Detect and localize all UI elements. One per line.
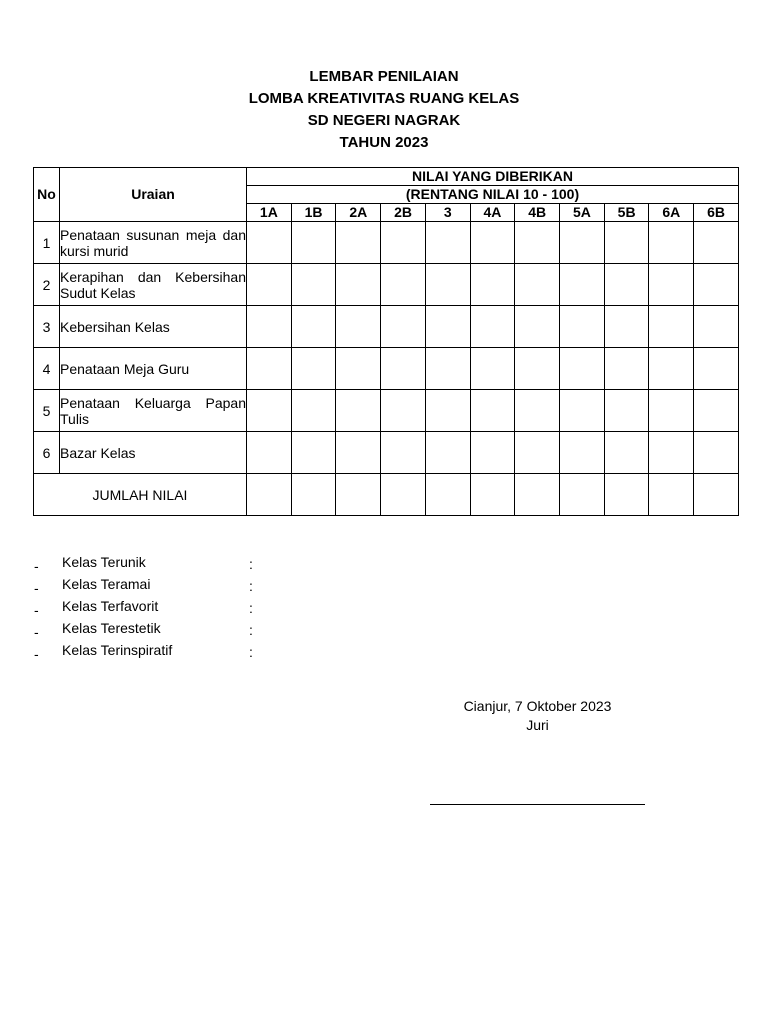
class-header-4a: 4A xyxy=(470,204,515,222)
score-cell-6a[interactable] xyxy=(649,390,694,432)
score-cell-2b[interactable] xyxy=(381,348,426,390)
total-cell-2a[interactable] xyxy=(336,474,381,516)
row-criterion: Penataan Meja Guru xyxy=(60,348,247,390)
class-header-6a: 6A xyxy=(649,204,694,222)
score-cell-2a[interactable] xyxy=(336,264,381,306)
class-header-2b: 2B xyxy=(381,204,426,222)
score-cell-6b[interactable] xyxy=(694,222,739,264)
title-line-4: TAHUN 2023 xyxy=(339,134,429,151)
score-cell-6b[interactable] xyxy=(694,306,739,348)
award-colon: : xyxy=(249,600,253,616)
total-cell-6a[interactable] xyxy=(649,474,694,516)
score-cell-1b[interactable] xyxy=(291,306,336,348)
award-label: Kelas Terfavorit xyxy=(62,598,159,614)
header-group-title: NILAI YANG DIBERIKAN xyxy=(247,168,739,186)
score-cell-1b[interactable] xyxy=(291,264,336,306)
row-number: 3 xyxy=(34,306,60,348)
document-title xyxy=(0,66,768,154)
row-number: 5 xyxy=(34,390,60,432)
score-cell-2a[interactable] xyxy=(336,390,381,432)
class-header-2a: 2A xyxy=(336,204,381,222)
award-bullet: - xyxy=(34,624,39,640)
score-cell-6a[interactable] xyxy=(649,306,694,348)
class-header-5b: 5B xyxy=(604,204,649,222)
score-cell-2b[interactable] xyxy=(381,222,426,264)
score-cell-2a[interactable] xyxy=(336,306,381,348)
award-bullet: - xyxy=(34,580,39,596)
award-colon: : xyxy=(249,578,253,594)
class-header-1a: 1A xyxy=(247,204,292,222)
row-criterion: Bazar Kelas xyxy=(60,432,247,474)
award-label: Kelas Terunik xyxy=(62,554,146,570)
class-header-6b: 6B xyxy=(694,204,739,222)
row-number: 2 xyxy=(34,264,60,306)
title-line-1: LEMBAR PENILAIAN xyxy=(309,68,459,85)
score-cell-1a[interactable] xyxy=(247,222,292,264)
score-cell-1a[interactable] xyxy=(247,432,292,474)
score-cell-2b[interactable] xyxy=(381,390,426,432)
place-date: Cianjur, 7 Oktober 2023 xyxy=(463,698,612,714)
score-cell-6b[interactable] xyxy=(694,348,739,390)
score-cell-6b[interactable] xyxy=(694,264,739,306)
score-cell-1a[interactable] xyxy=(247,390,292,432)
score-cell-6a[interactable] xyxy=(649,222,694,264)
row-criterion: Penataan Keluarga Papan Tulis xyxy=(60,390,247,432)
award-bullet: - xyxy=(34,646,39,662)
row-number: 6 xyxy=(34,432,60,474)
class-header-5a: 5A xyxy=(560,204,605,222)
score-cell-1b[interactable] xyxy=(291,222,336,264)
score-cell-1a[interactable] xyxy=(247,348,292,390)
score-cell-2a[interactable] xyxy=(336,222,381,264)
score-cell-6a[interactable] xyxy=(649,264,694,306)
header-no: No xyxy=(34,168,60,222)
score-cell-1b[interactable] xyxy=(291,432,336,474)
row-criterion: Kerapihan dan Kebersihan Sudut Kelas xyxy=(60,264,247,306)
total-cell-1a[interactable] xyxy=(247,474,292,516)
score-cell-1a[interactable] xyxy=(247,264,292,306)
award-label: Kelas Teramai xyxy=(62,576,151,592)
judge-label: Juri xyxy=(526,717,549,733)
score-cell-6b[interactable] xyxy=(694,390,739,432)
score-cell-2b[interactable] xyxy=(381,432,426,474)
score-cell-2a[interactable] xyxy=(336,432,381,474)
row-number: 1 xyxy=(34,222,60,264)
total-cell-6b[interactable] xyxy=(694,474,739,516)
header-group-subtitle: (RENTANG NILAI 10 - 100) xyxy=(247,186,739,204)
award-colon: : xyxy=(249,622,253,638)
award-label: Kelas Terestetik xyxy=(62,620,161,636)
title-line-3: SD NEGERI NAGRAK xyxy=(307,112,461,129)
class-header-3: 3 xyxy=(425,204,470,222)
score-cell-1b[interactable] xyxy=(291,348,336,390)
score-cell-2b[interactable] xyxy=(381,264,426,306)
score-cell-2b[interactable] xyxy=(381,306,426,348)
award-bullet: - xyxy=(34,602,39,618)
row-criterion: Penataan susunan meja dan kursi murid xyxy=(60,222,247,264)
score-cell-6a[interactable] xyxy=(649,348,694,390)
award-colon: : xyxy=(249,556,253,572)
total-cell-2b[interactable] xyxy=(381,474,426,516)
total-cell-1b[interactable] xyxy=(291,474,336,516)
award-label: Kelas Terinspiratif xyxy=(62,642,173,658)
title-line-2: LOMBA KREATIVITAS RUANG KELAS xyxy=(248,90,520,107)
signature-line[interactable] xyxy=(430,804,645,805)
score-cell-1a[interactable] xyxy=(247,306,292,348)
score-cell-6b[interactable] xyxy=(694,432,739,474)
award-colon: : xyxy=(249,644,253,660)
score-cell-1b[interactable] xyxy=(291,390,336,432)
class-header-4b: 4B xyxy=(515,204,560,222)
row-criterion: Kebersihan Kelas xyxy=(60,306,247,348)
award-bullet: - xyxy=(34,558,39,574)
total-label: JUMLAH NILAI xyxy=(34,474,247,516)
row-number: 4 xyxy=(34,348,60,390)
header-uraian: Uraian xyxy=(60,168,247,222)
signature-block xyxy=(430,0,645,1024)
class-header-1b: 1B xyxy=(291,204,336,222)
score-cell-2a[interactable] xyxy=(336,348,381,390)
score-cell-6a[interactable] xyxy=(649,432,694,474)
